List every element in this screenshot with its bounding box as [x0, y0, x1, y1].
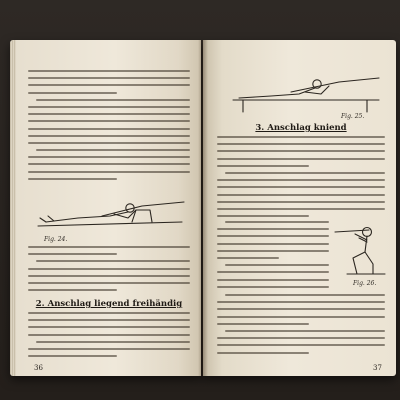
body-text-line: [28, 128, 190, 130]
prone-bench-shooter-figure: [229, 70, 389, 114]
shooter-body: [46, 212, 128, 222]
body-text-line: [28, 106, 190, 108]
section-heading-right: 3. Anschlag kniend: [255, 123, 347, 133]
body-text-line: [217, 352, 309, 354]
book-gutter: [198, 40, 208, 376]
left-page: [10, 40, 201, 376]
body-text-line: [28, 326, 190, 328]
left-page-bottom-text-block: [28, 312, 190, 362]
body-text-line: [28, 275, 190, 277]
page-edge-strip: [10, 40, 16, 376]
body-text-line: [217, 344, 385, 346]
left-page-middle-text-block: [28, 246, 190, 296]
body-text-line: [225, 294, 385, 296]
sandbag-rest: [132, 210, 152, 222]
body-text-line: [36, 99, 190, 101]
body-text-line: [28, 142, 190, 144]
body-text-line: [28, 120, 190, 122]
body-text-line: [217, 257, 279, 259]
body-text-line: [28, 113, 190, 115]
body-text-line: [28, 312, 190, 314]
body-text-line: [28, 282, 190, 284]
body-text-line: [28, 171, 190, 173]
body-text-line: [217, 308, 385, 310]
kneeling-leg: [353, 252, 365, 274]
rifle: [291, 78, 379, 92]
body-text-line: [28, 77, 190, 79]
body-text-line: [217, 150, 385, 152]
body-text-line: [225, 330, 385, 332]
prone-supported-shooter-figure: [32, 188, 192, 236]
body-text-line: [217, 286, 329, 288]
right-page: [203, 40, 396, 376]
figure-26-caption: Fig. 26.: [353, 280, 377, 287]
shooter-arms: [355, 234, 367, 242]
body-text-line: [217, 301, 385, 303]
body-text-line: [217, 158, 385, 160]
page-number-right: 37: [373, 364, 382, 372]
body-text-line: [28, 319, 190, 321]
body-text-line: [28, 92, 117, 94]
body-text-line: [28, 163, 190, 165]
body-text-line: [28, 289, 117, 291]
body-text-line: [225, 172, 385, 174]
body-text-line: [217, 243, 329, 245]
figure-25-caption: Fig. 25.: [341, 113, 365, 120]
right-page-wrapped-text-block: [217, 221, 329, 293]
body-text-line: [28, 253, 117, 255]
body-text-line: [217, 215, 309, 217]
right-page-top-text-block: [217, 136, 385, 222]
body-text-line: [217, 323, 309, 325]
rifle: [335, 230, 369, 232]
figure-24-caption: Fig. 24.: [44, 236, 68, 243]
body-text-line: [28, 135, 190, 137]
body-text-line: [217, 136, 385, 138]
body-text-line: [217, 186, 385, 188]
right-page-bottom-text-block: [217, 294, 385, 359]
body-text-line: [217, 179, 385, 181]
section-heading-left: 2. Anschlag liegend freihändig: [35, 299, 183, 309]
open-book: [10, 40, 396, 376]
body-text-line: [217, 337, 385, 339]
body-text-line: [217, 235, 329, 237]
shooter-head: [363, 228, 372, 237]
body-text-line: [28, 84, 190, 86]
body-text-line: [217, 208, 385, 210]
page-number-left: 36: [34, 364, 43, 372]
body-text-line: [217, 279, 329, 281]
body-text-line: [225, 221, 329, 223]
body-text-line: [36, 341, 190, 343]
body-text-line: [225, 264, 329, 266]
body-text-line: [28, 348, 190, 350]
ground-line: [38, 222, 182, 226]
body-text-line: [28, 355, 117, 357]
body-text-line: [217, 228, 329, 230]
body-text-line: [28, 268, 190, 270]
left-page-top-text-block: [28, 70, 190, 185]
bench-legs: [243, 100, 367, 112]
body-text-line: [28, 334, 190, 336]
body-text-line: [217, 165, 309, 167]
kneeling-shooter-figure: [329, 218, 391, 278]
body-text-line: [217, 143, 385, 145]
body-text-line: [217, 194, 385, 196]
body-text-line: [28, 156, 190, 158]
body-text-line: [28, 70, 190, 72]
body-text-line: [217, 316, 385, 318]
body-text-line: [217, 201, 385, 203]
body-text-line: [217, 250, 329, 252]
body-text-line: [28, 246, 190, 248]
body-text-line: [28, 178, 117, 180]
body-text-line: [36, 260, 190, 262]
body-text-line: [217, 271, 329, 273]
body-text-line: [36, 149, 190, 151]
